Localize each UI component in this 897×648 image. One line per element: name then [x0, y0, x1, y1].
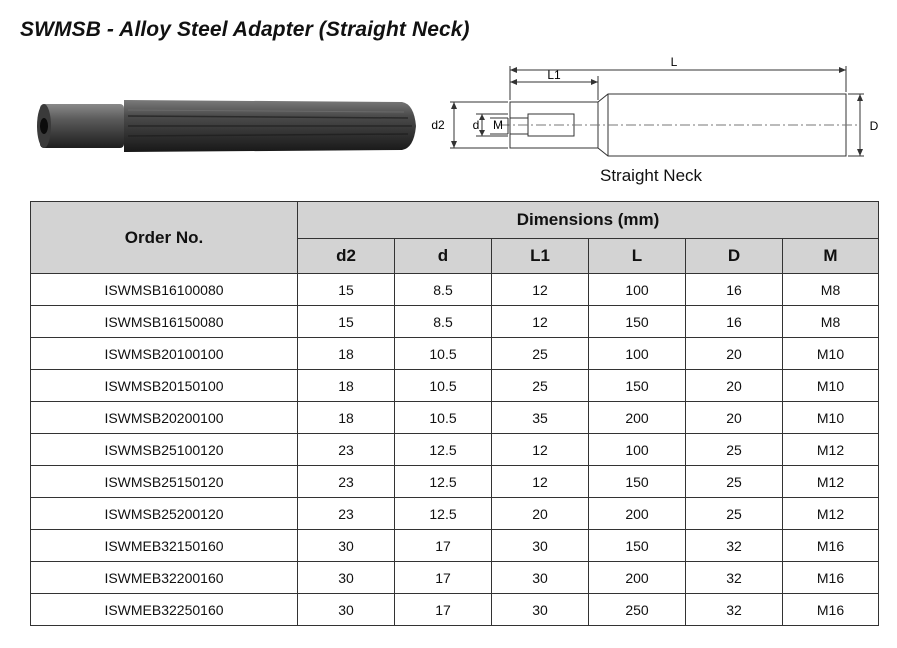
dimensions-table	[30, 201, 879, 626]
dimension-cell: 150	[589, 306, 686, 338]
dimension-cell: 25	[492, 338, 589, 370]
dimension-cell: 16	[686, 306, 783, 338]
table-row	[31, 594, 879, 626]
dimension-cell: 16	[686, 274, 783, 306]
drawing-caption: Straight Neck	[600, 166, 703, 185]
dimension-cell: 250	[589, 594, 686, 626]
column-header: d2	[298, 239, 395, 274]
dimension-cell: 12.5	[395, 434, 492, 466]
table-row	[31, 274, 879, 306]
order-no-cell: ISWMSB20200100	[31, 402, 298, 434]
dimension-cell: 25	[686, 498, 783, 530]
dimension-cell: 12	[492, 466, 589, 498]
product-photo	[32, 94, 420, 158]
dimension-cell: 150	[589, 530, 686, 562]
dimension-cell: 32	[686, 562, 783, 594]
dimension-cell: 17	[395, 594, 492, 626]
order-no-cell: ISWMEB32150160	[31, 530, 298, 562]
dimension-cell: 12	[492, 274, 589, 306]
table-row	[31, 402, 879, 434]
dimension-cell: 12.5	[395, 498, 492, 530]
order-no-cell: ISWMSB20100100	[31, 338, 298, 370]
table-row	[31, 466, 879, 498]
dimension-cell: 18	[298, 370, 395, 402]
dimension-cell: 20	[686, 402, 783, 434]
table-row	[31, 530, 879, 562]
table-body	[31, 274, 879, 626]
dimension-cell: M8	[783, 274, 879, 306]
dimension-cell: 32	[686, 530, 783, 562]
dimension-cell: 200	[589, 498, 686, 530]
dimension-cell: 12	[492, 434, 589, 466]
label-d: d	[472, 118, 480, 132]
label-D: D	[869, 119, 879, 133]
dimension-cell: 30	[492, 530, 589, 562]
dimension-cell: 30	[298, 530, 395, 562]
table-row	[31, 306, 879, 338]
dimension-cell: M16	[783, 562, 879, 594]
dimension-cell: 23	[298, 498, 395, 530]
dimension-cell: 100	[589, 274, 686, 306]
dimension-cell: 200	[589, 402, 686, 434]
dimension-cell: M8	[783, 306, 879, 338]
adapter-neck	[37, 104, 124, 148]
dimension-cell: 10.5	[395, 402, 492, 434]
order-no-cell: ISWMSB20150100	[31, 370, 298, 402]
order-no-cell: ISWMSB25200120	[31, 498, 298, 530]
column-header: D	[686, 239, 783, 274]
dimension-cell: 17	[395, 530, 492, 562]
table-row	[31, 338, 879, 370]
page-title: SWMSB - Alloy Steel Adapter (Straight Neck)	[20, 18, 470, 41]
dimension-cell: 25	[492, 370, 589, 402]
dimension-cell: M10	[783, 338, 879, 370]
dimension-cell: 32	[686, 594, 783, 626]
label-d2: d2	[431, 118, 445, 132]
column-header: L	[589, 239, 686, 274]
table-row	[31, 498, 879, 530]
dimension-cell: 30	[492, 562, 589, 594]
table-row	[31, 434, 879, 466]
order-no-header: Order No.	[31, 202, 298, 274]
adapter-shank	[124, 100, 416, 152]
column-header: L1	[492, 239, 589, 274]
dimension-cell: M12	[783, 498, 879, 530]
dimension-cell: M16	[783, 594, 879, 626]
label-L1: L1	[547, 68, 561, 82]
table-row	[31, 562, 879, 594]
dimension-cell: 8.5	[395, 274, 492, 306]
dimension-cell: 17	[395, 562, 492, 594]
dimension-cell: 12.5	[395, 466, 492, 498]
table-row	[31, 370, 879, 402]
column-header: d	[395, 239, 492, 274]
dimension-cell: M10	[783, 402, 879, 434]
column-header: M	[783, 239, 879, 274]
dimension-cell: 12	[492, 306, 589, 338]
dimension-cell: 18	[298, 402, 395, 434]
order-no-cell: ISWMEB32250160	[31, 594, 298, 626]
dimension-cell: 15	[298, 274, 395, 306]
dimension-cell: 10.5	[395, 338, 492, 370]
dimension-cell: 100	[589, 434, 686, 466]
dimension-cell: M16	[783, 530, 879, 562]
dimension-cell: 150	[589, 370, 686, 402]
dimension-cell: M10	[783, 370, 879, 402]
dimensions-header: Dimensions (mm)	[298, 202, 879, 239]
dimension-cell: M12	[783, 434, 879, 466]
dimension-cell: 200	[589, 562, 686, 594]
dimension-cell: 10.5	[395, 370, 492, 402]
order-no-cell: ISWMEB32200160	[31, 562, 298, 594]
dimension-cell: 8.5	[395, 306, 492, 338]
dimension-cell: 23	[298, 434, 395, 466]
dimension-cell: 25	[686, 466, 783, 498]
order-no-cell: ISWMSB25150120	[31, 466, 298, 498]
dimension-cell: 30	[298, 594, 395, 626]
dimension-cell: 18	[298, 338, 395, 370]
dimension-cell: 20	[686, 370, 783, 402]
dimension-cell: 30	[298, 562, 395, 594]
dimension-cell: 150	[589, 466, 686, 498]
dimension-cell: 35	[492, 402, 589, 434]
dimension-cell: 30	[492, 594, 589, 626]
dimension-cell: M12	[783, 466, 879, 498]
dimension-cell: 23	[298, 466, 395, 498]
dimension-cell: 100	[589, 338, 686, 370]
order-no-cell: ISWMSB16150080	[31, 306, 298, 338]
dimension-cell: 15	[298, 306, 395, 338]
dimension-cell: 20	[492, 498, 589, 530]
label-L: L	[670, 55, 678, 69]
order-no-cell: ISWMSB25100120	[31, 434, 298, 466]
dimension-cell: 25	[686, 434, 783, 466]
dimension-cell: 20	[686, 338, 783, 370]
order-no-cell: ISWMSB16100080	[31, 274, 298, 306]
label-M: M	[493, 118, 503, 132]
